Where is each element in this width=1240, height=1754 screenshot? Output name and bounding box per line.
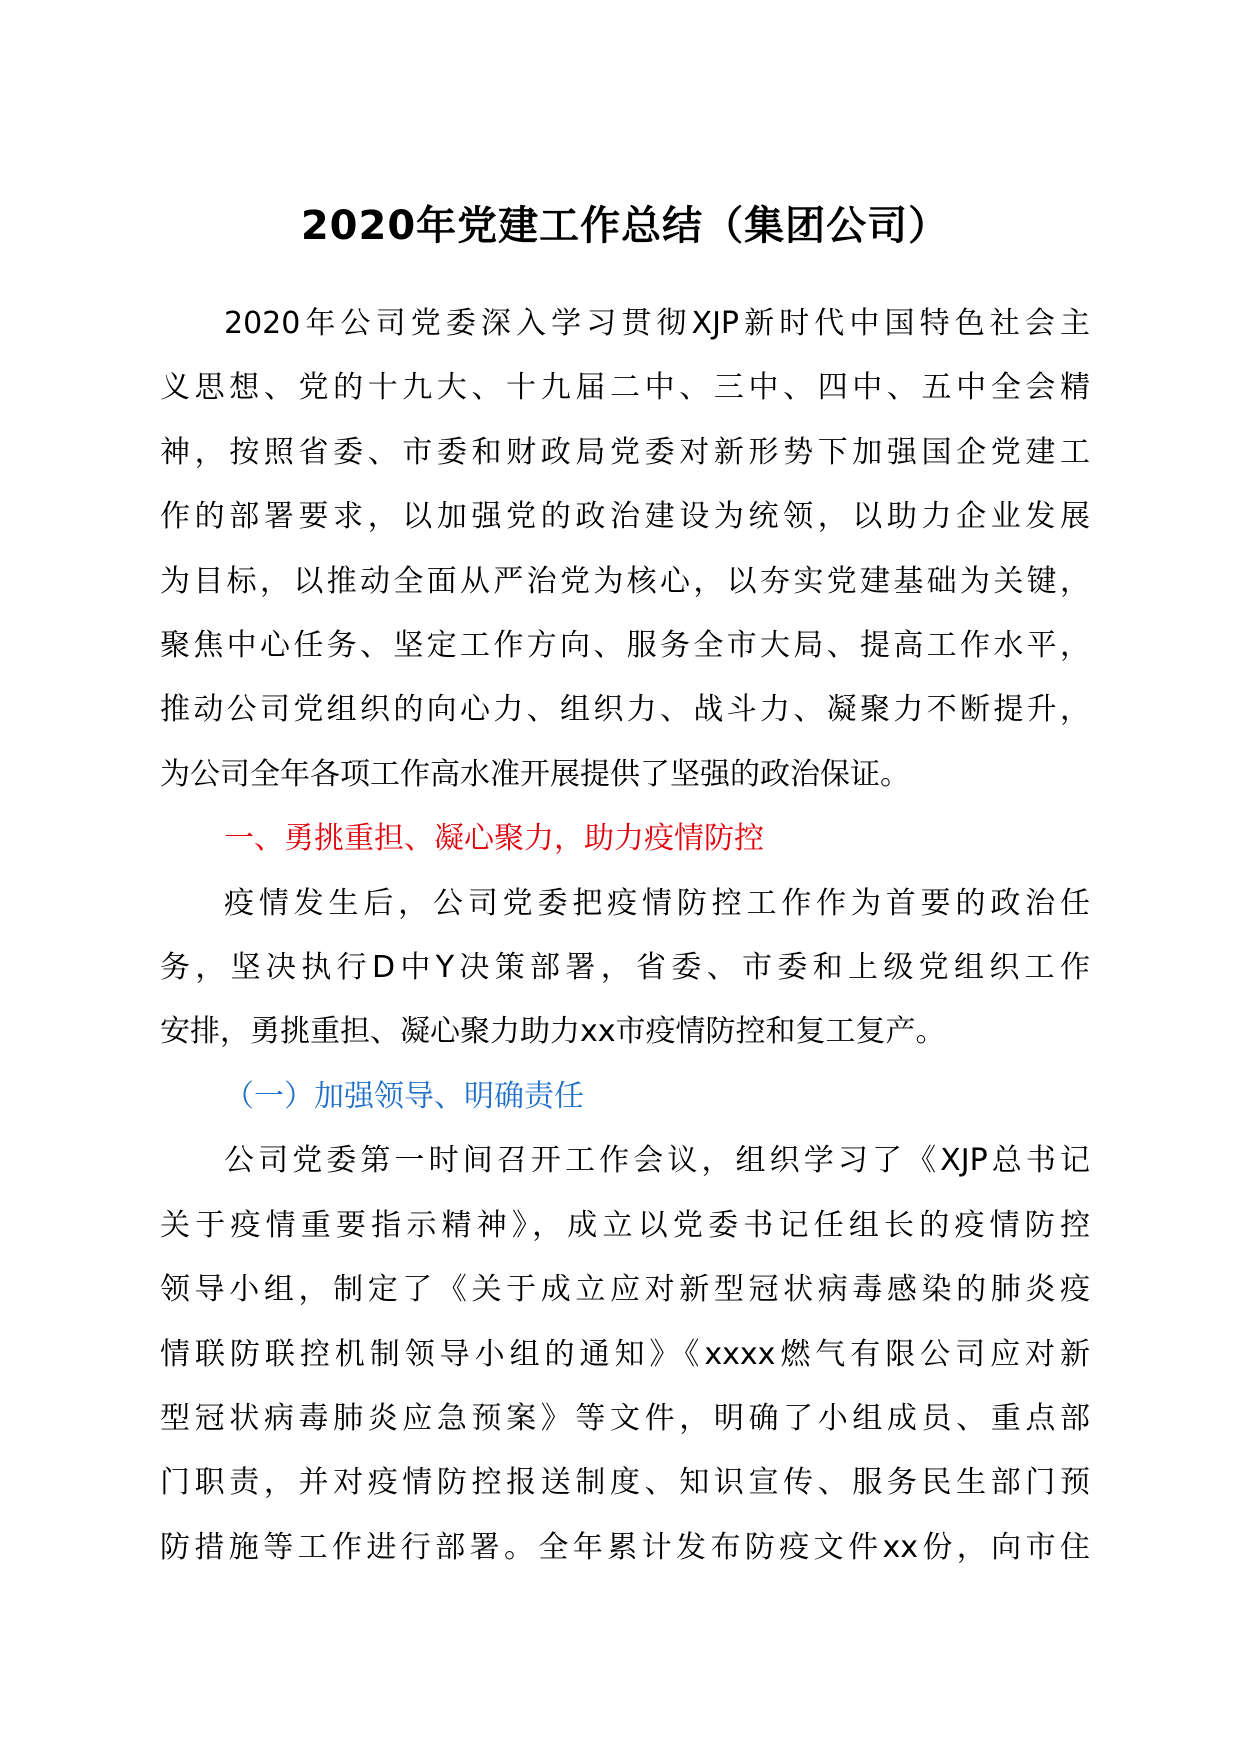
paragraph-line: 推动公司党组织的向心力、组织力、战斗力、凝聚力不断提升， xyxy=(160,692,1090,728)
body-paragraph xyxy=(160,1129,1090,1580)
paragraph-line: 为公司全年各项工作高水准开展提供了坚强的政治保证。 xyxy=(160,756,910,792)
paragraph-line: 门职责，并对疫情防控报送制度、知识宣传、服务民生部门预 xyxy=(160,1465,1090,1501)
paragraph-line: 领导小组，制定了《关于成立应对新型冠状病毒感染的肺炎疫 xyxy=(160,1272,1090,1308)
paragraph-line: 神，按照省委、市委和财政局党委对新形势下加强国企党建工 xyxy=(160,434,1090,470)
document-body xyxy=(160,292,1090,1580)
body-paragraph xyxy=(160,872,1090,1065)
paragraph-line: 安排，勇挑重担、凝心聚力助力xx市疫情防控和复工复产。 xyxy=(160,1014,946,1050)
paragraph-line: 2020年公司党委深入学习贯彻XJP新时代中国特色社会主 xyxy=(224,306,1090,341)
body-paragraph xyxy=(160,292,1090,807)
document-title: 2020年党建工作总结（集团公司） xyxy=(300,203,950,249)
paragraph-line: 公司党委第一时间召开工作会议，组织学习了《XJP总书记 xyxy=(224,1143,1090,1179)
paragraph-line: 防措施等工作进行部署。全年累计发布防疫文件xx份，向市住 xyxy=(160,1529,1090,1565)
paragraph-line: 为目标，以推动全面从严治党为核心，以夯实党建基础为关键， xyxy=(160,563,1090,599)
paragraph-line: 型冠状病毒肺炎应急预案》等文件，明确了小组成员、重点部 xyxy=(160,1400,1090,1436)
paragraph-line: 作的部署要求，以加强党的政治建设为统领，以助力企业发展 xyxy=(160,499,1090,535)
section-heading-text: 一、勇挑重担、凝心聚力，助力疫情防控 xyxy=(224,821,764,857)
paragraph-line: 义思想、党的十九大、十九届二中、三中、四中、五中全会精 xyxy=(160,370,1090,406)
paragraph-line: 情联防联控机制领导小组的通知》《xxxx燃气有限公司应对新 xyxy=(160,1336,1090,1372)
section-heading xyxy=(160,807,1090,871)
subsection-heading xyxy=(160,1065,1090,1129)
paragraph-line: 聚焦中心任务、坚定工作方向、服务全市大局、提高工作水平， xyxy=(160,628,1090,664)
paragraph-line: 关于疫情重要指示精神》，成立以党委书记任组长的疫情防控 xyxy=(160,1207,1090,1243)
subsection-heading-text: （一）加强领导、明确责任 xyxy=(224,1078,584,1114)
paragraph-line: 务，坚决执行D中Y决策部署，省委、市委和上级党组织工作 xyxy=(160,950,1090,986)
paragraph-line: 疫情发生后，公司党委把疫情防控工作作为首要的政治任 xyxy=(224,885,1090,921)
